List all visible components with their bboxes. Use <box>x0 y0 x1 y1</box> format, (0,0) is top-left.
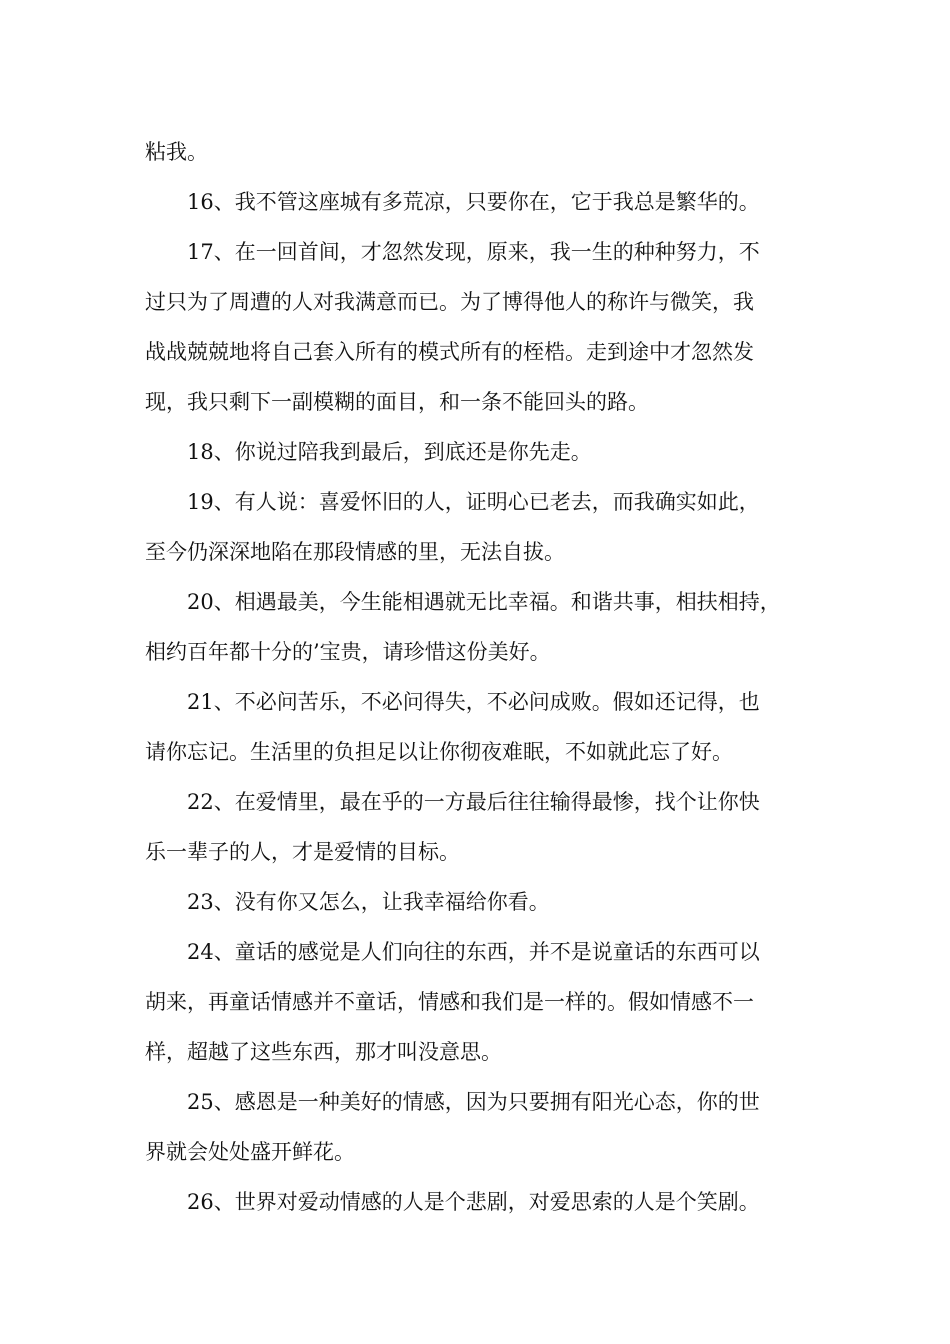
text-line: 请你忘记。生活里的负担足以让你彻夜难眠，不如就此忘了好。 <box>145 740 733 764</box>
paragraph-20: 20、相遇最美，今生能相遇就无比幸福。和谐共事，相扶相持， <box>187 590 781 614</box>
text-line: 战战兢兢地将自己套入所有的模式所有的桎梏。走到途中才忽然发 <box>145 340 754 364</box>
text-line: 相约百年都十分的’宝贵，请珍惜这份美好。 <box>145 640 551 664</box>
text-line: 至今仍深深地陷在那段情感的里，无法自拔。 <box>145 540 565 564</box>
text-line: 现，我只剩下一副模糊的面目，和一条不能回头的路。 <box>145 390 649 414</box>
paragraph-16: 16、我不管这座城有多荒凉，只要你在，它于我总是繁华的。 <box>187 190 760 214</box>
paragraph-24: 24、童话的感觉是人们向往的东西，并不是说童话的东西可以 <box>187 940 760 964</box>
text-line: 界就会处处盛开鲜花。 <box>145 1140 355 1164</box>
paragraph-23: 23、没有你又怎么，让我幸福给你看。 <box>187 890 550 914</box>
paragraph-19: 19、有人说：喜爱怀旧的人，证明心已老去，而我确实如此， <box>187 490 760 514</box>
paragraph-17: 17、在一回首间，才忽然发现，原来，我一生的种种努力，不 <box>187 240 760 264</box>
paragraph-22: 22、在爱情里，最在乎的一方最后往往输得最惨，找个让你快 <box>187 790 760 814</box>
text-line: 乐一辈子的人，才是爱情的目标。 <box>145 840 460 864</box>
text-line: 样，超越了这些东西，那才叫没意思。 <box>145 1040 502 1064</box>
paragraph-25: 25、感恩是一种美好的情感，因为只要拥有阳光心态，你的世 <box>187 1090 760 1114</box>
paragraph-21: 21、不必问苦乐，不必问得失，不必问成败。假如还记得，也 <box>187 690 760 714</box>
paragraph-18: 18、你说过陪我到最后，到底还是你先走。 <box>187 440 592 464</box>
text-line: 粘我。 <box>145 140 208 164</box>
text-line: 过只为了周遭的人对我满意而已。为了博得他人的称许与微笑，我 <box>145 290 754 314</box>
paragraph-26: 26、世界对爱动情感的人是个悲剧，对爱思索的人是个笑剧。 <box>187 1190 760 1214</box>
text-line: 胡来，再童话情感并不童话，情感和我们是一样的。假如情感不一 <box>145 990 754 1014</box>
